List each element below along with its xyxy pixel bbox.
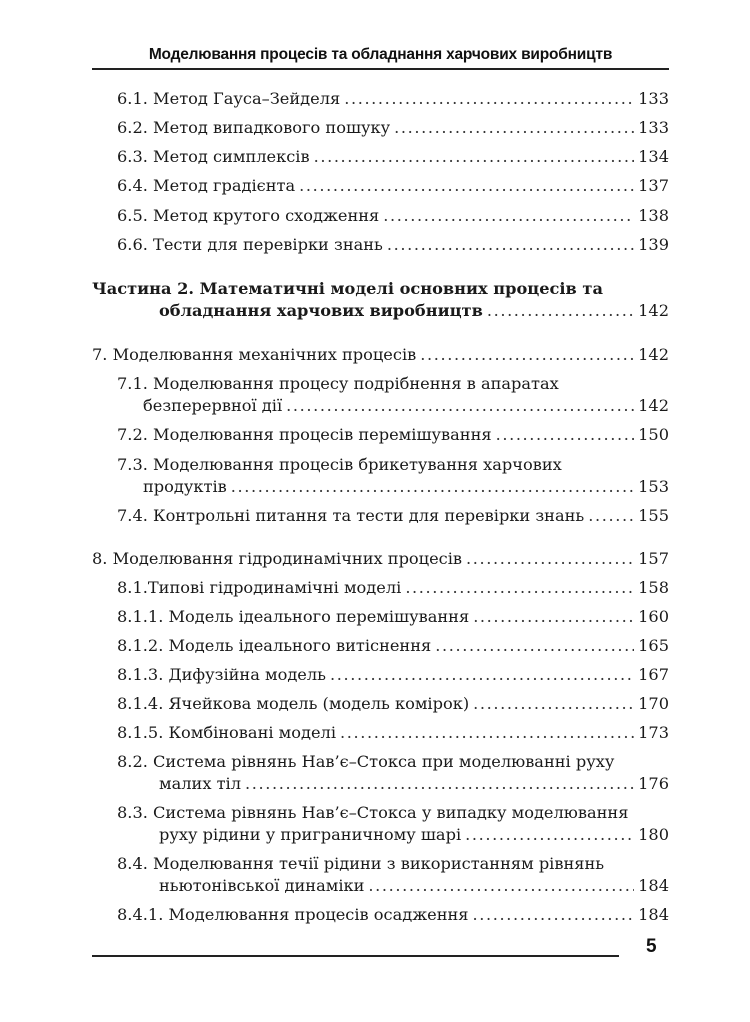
footer-rule (92, 955, 619, 957)
toc-entry-label: безперервної дії (143, 396, 283, 415)
toc-entry[interactable] (117, 664, 669, 686)
toc-entry[interactable] (159, 773, 669, 795)
dot-leader (487, 300, 634, 322)
dot-leader (420, 344, 634, 366)
running-head: Моделювання процесів та обладнання харчових виробництв (148, 46, 613, 63)
toc-page-number: 153 (638, 477, 669, 496)
toc-entry-label: 8.1.Типові гідродинамічні моделі (117, 578, 402, 597)
dot-leader (340, 722, 634, 744)
dot-leader (588, 505, 634, 527)
toc-chapter-entry[interactable] (92, 548, 669, 570)
toc-page-number: 160 (638, 607, 669, 626)
header-rule (92, 68, 669, 70)
toc-entry-label: 6.3. Метод симплексів (117, 147, 310, 166)
toc-page-number: 165 (638, 636, 669, 655)
toc-entry-label: малих тіл (159, 774, 242, 793)
toc-page-number: 150 (638, 425, 669, 444)
toc-entry-label: ньютонівської динаміки (159, 876, 365, 895)
toc-part-heading[interactable] (159, 300, 669, 322)
toc-entry-label: продуктів (143, 477, 227, 496)
toc-page-number: 158 (638, 578, 669, 597)
dot-leader (473, 606, 634, 628)
toc-entry-label: 8.1.5. Комбіновані моделі (117, 723, 337, 742)
toc-page-number: 142 (638, 396, 669, 415)
toc-page-number: 139 (638, 235, 669, 254)
toc-entry-label: обладнання харчових виробництв (159, 301, 483, 320)
toc-entry[interactable] (117, 505, 669, 527)
toc-entry-label: 6.1. Метод Гауса–Зейделя (117, 89, 341, 108)
toc-entry-label: 8. Моделювання гідродинамічних процесів (92, 549, 463, 568)
toc-entry[interactable] (117, 635, 669, 657)
toc-chapter-entry[interactable] (92, 344, 669, 366)
toc-entry-label: 6.2. Метод випадкового пошуку (117, 118, 391, 137)
toc-entry-label: 8.1.3. Дифузійна модель (117, 665, 326, 684)
toc-entry-line[interactable]: 8.3. Система рівнянь Нав’є–Стокса у випадку моделювання (117, 803, 629, 822)
dot-leader (473, 693, 634, 715)
toc-entry[interactable] (117, 146, 669, 168)
dot-leader (245, 773, 634, 795)
dot-leader (314, 146, 635, 168)
toc-entry-label: 8.1.4. Ячейкова модель (модель комірок) (117, 694, 470, 713)
toc-entry-label: 6.5. Метод крутого сходження (117, 206, 380, 225)
toc-page-number: 142 (638, 301, 669, 320)
toc-page-number: 180 (638, 825, 669, 844)
toc-entry-label: 7.4. Контрольні питання та тести для перевірки знань (117, 506, 585, 525)
toc-page-number: 142 (638, 345, 669, 364)
dot-leader (496, 424, 635, 446)
toc-entry[interactable] (117, 577, 669, 599)
toc-entry[interactable] (159, 875, 669, 897)
toc-entry-label: 8.1.2. Модель ідеального витіснення (117, 636, 432, 655)
toc-entry-line[interactable]: 7.3. Моделювання процесів брикетування харчових (117, 455, 562, 474)
toc-entry-label: 8.4.1. Моделювання процесів осадження (117, 905, 469, 924)
toc-page-number: 133 (638, 118, 669, 137)
toc-entry[interactable] (143, 476, 669, 498)
dot-leader (394, 117, 634, 139)
toc-entry-label: 6.6. Тести для перевірки знань (117, 235, 383, 254)
toc-page-number: 157 (638, 549, 669, 568)
toc-page-number: 133 (638, 89, 669, 108)
toc-entry-line[interactable]: 8.2. Система рівнянь Нав’є–Стокса при моделюванні руху (117, 752, 615, 771)
toc-entry-label: 7.2. Моделювання процесів перемішування (117, 425, 492, 444)
dot-leader (344, 88, 634, 110)
toc-page-number: 184 (638, 876, 669, 895)
toc-page-number: 184 (638, 905, 669, 924)
toc-entry-label: 6.4. Метод градієнта (117, 176, 296, 195)
toc-entry[interactable] (143, 395, 669, 417)
dot-leader (368, 875, 634, 897)
dot-leader (405, 577, 634, 599)
dot-leader (465, 824, 634, 846)
toc-entry[interactable] (117, 606, 669, 628)
toc-entry[interactable] (117, 175, 669, 197)
toc-part-heading-line[interactable]: Частина 2. Математичні моделі основних процесів та (92, 279, 603, 298)
toc-entry[interactable] (117, 693, 669, 715)
toc-entry-line[interactable]: 8.4. Моделювання течії рідини з використанням рівнянь (117, 854, 605, 873)
dot-leader (330, 664, 634, 686)
toc-page-number: 170 (638, 694, 669, 713)
toc-page-number: 155 (638, 506, 669, 525)
toc-entry[interactable] (117, 904, 669, 926)
toc-entry[interactable] (117, 424, 669, 446)
dot-leader (466, 548, 634, 570)
toc-entry-label: руху рідини у приграничному шарі (159, 825, 462, 844)
dot-leader (473, 904, 635, 926)
toc-page-number: 138 (638, 206, 669, 225)
toc-entry-label: 8.1.1. Модель ідеального перемішування (117, 607, 470, 626)
toc-entry[interactable] (117, 205, 669, 227)
dot-leader (435, 635, 634, 657)
toc-page-number: 176 (638, 774, 669, 793)
toc-entry[interactable] (117, 234, 669, 256)
toc-page-number: 167 (638, 665, 669, 684)
dot-leader (299, 175, 634, 197)
toc-page-number: 173 (638, 723, 669, 742)
toc-entry-line[interactable]: 7.1. Моделювання процесу подрібнення в апаратах (117, 374, 559, 393)
toc-page-number: 134 (638, 147, 669, 166)
toc-page-number: 137 (638, 176, 669, 195)
toc-entry[interactable] (117, 117, 669, 139)
toc-entry[interactable] (159, 824, 669, 846)
toc-entry[interactable] (117, 722, 669, 744)
dot-leader (231, 476, 634, 498)
dot-leader (383, 205, 634, 227)
toc-entry[interactable] (117, 88, 669, 110)
dot-leader (286, 395, 634, 417)
page-number: 5 (646, 936, 657, 957)
dot-leader (387, 234, 634, 256)
toc-entry-label: 7. Моделювання механічних процесів (92, 345, 417, 364)
